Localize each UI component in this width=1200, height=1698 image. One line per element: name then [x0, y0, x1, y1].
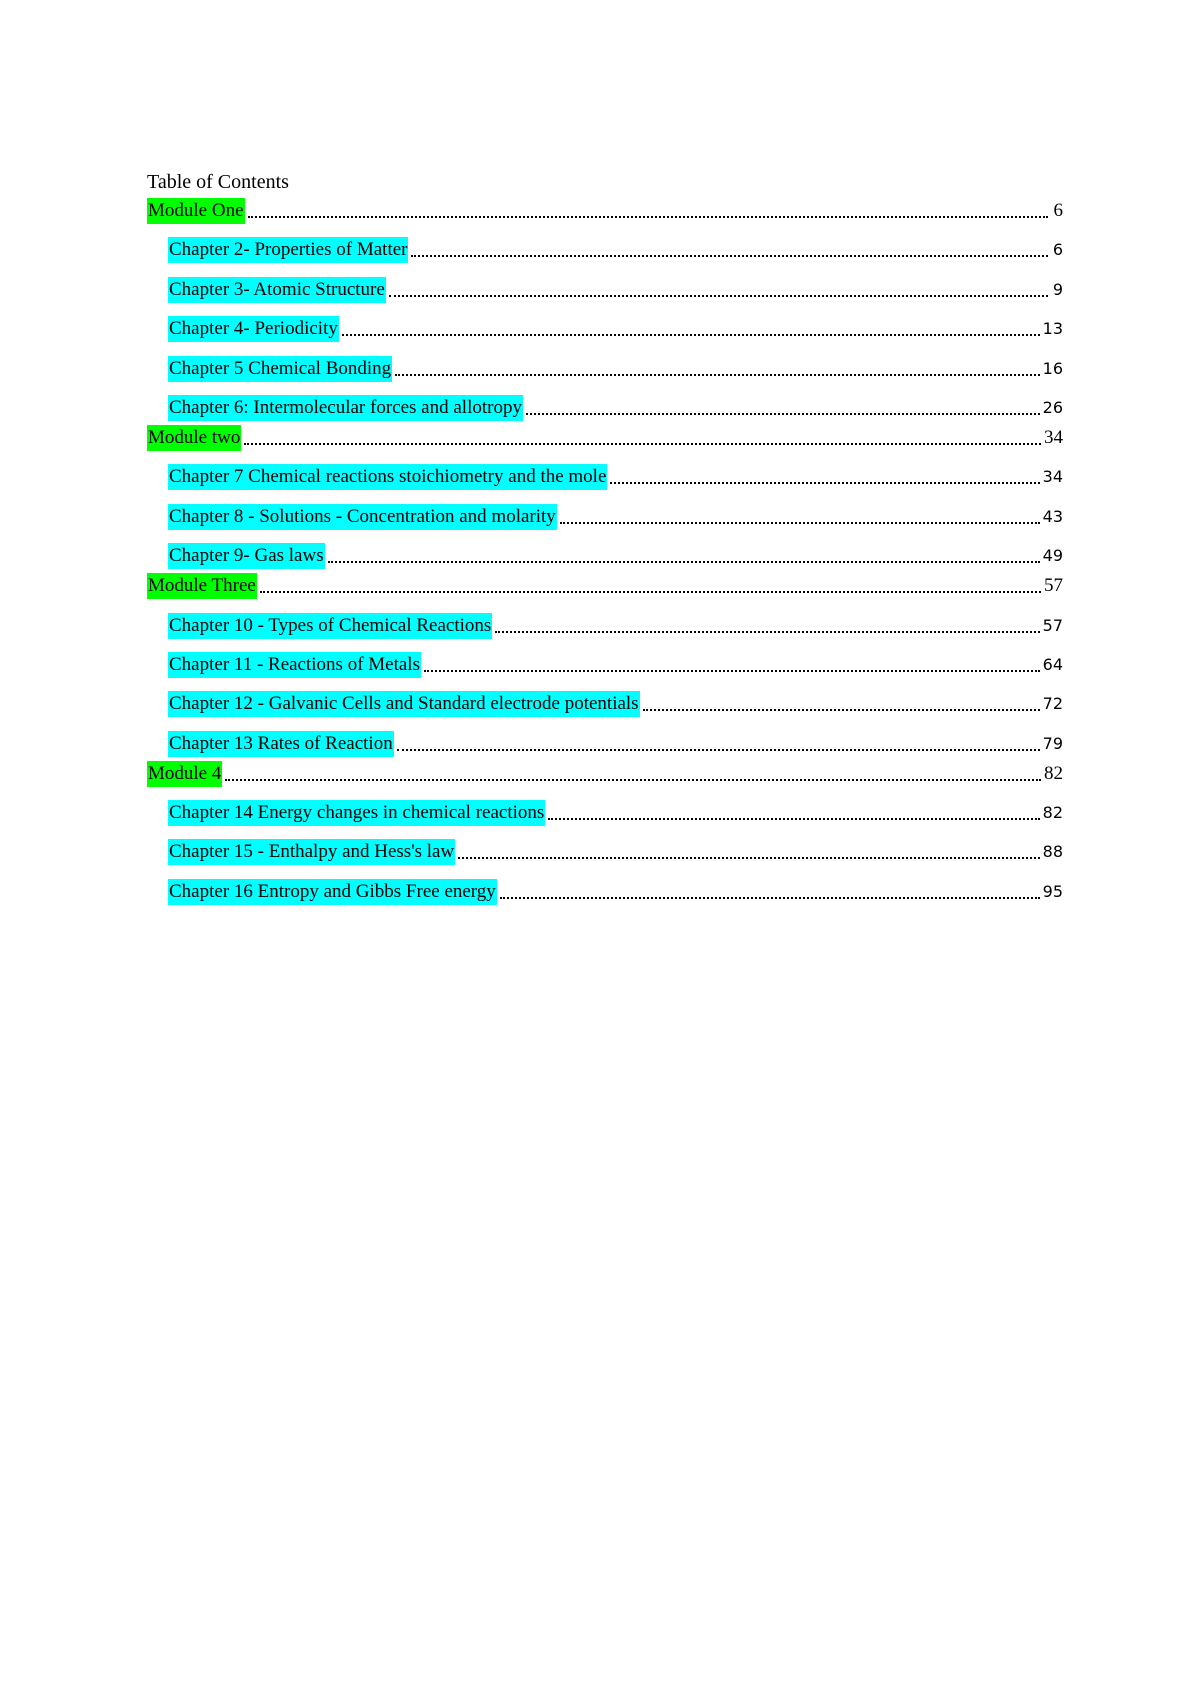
toc-title: Table of Contents: [147, 171, 289, 193]
page-number: 88: [1042, 842, 1063, 862]
chapter-title-link[interactable]: Chapter 6: Intermolecular forces and allotropy: [168, 395, 523, 421]
chapter-title-link[interactable]: Chapter 13 Rates of Reaction: [168, 731, 394, 757]
toc-chapter-entry[interactable]: [147, 599, 1063, 638]
toc-module-entry[interactable]: [147, 421, 1063, 451]
dot-leader: [526, 413, 1040, 415]
chapter-title-link[interactable]: Chapter 3- Atomic Structure: [168, 277, 386, 303]
dot-leader: [495, 631, 1039, 633]
toc-chapter-entry[interactable]: [147, 490, 1063, 529]
page-number: 49: [1042, 546, 1063, 566]
toc-module-entry[interactable]: [147, 757, 1063, 787]
page-number: 16: [1042, 358, 1063, 378]
toc-chapter-entry[interactable]: [147, 826, 1063, 865]
dot-leader: [225, 779, 1041, 781]
toc-module-entry[interactable]: [147, 194, 1063, 224]
chapter-title-link[interactable]: Chapter 8 - Solutions - Concentration and molarity: [168, 504, 557, 530]
toc-chapter-entry[interactable]: [147, 639, 1063, 678]
page-number: 72: [1042, 694, 1063, 714]
dot-leader: [610, 482, 1039, 484]
toc-chapter-entry[interactable]: [147, 717, 1063, 756]
page-number: 13: [1042, 319, 1063, 339]
module-title-link[interactable]: Module 4: [147, 761, 222, 787]
toc-chapter-entry[interactable]: [147, 530, 1063, 569]
toc-chapter-entry[interactable]: [147, 451, 1063, 490]
page-number: 82: [1042, 803, 1063, 823]
page-number: 6: [1053, 200, 1063, 221]
dot-leader: [560, 522, 1040, 524]
chapter-title-link[interactable]: Chapter 4- Periodicity: [168, 316, 339, 342]
dot-leader: [389, 295, 1048, 297]
page-number: 9: [1052, 279, 1063, 299]
dot-leader: [395, 374, 1039, 376]
chapter-title-link[interactable]: Chapter 10 - Types of Chemical Reactions: [168, 613, 492, 639]
dot-leader: [411, 255, 1048, 257]
dot-leader: [244, 443, 1041, 445]
chapter-title-link[interactable]: Chapter 2- Properties of Matter: [168, 237, 408, 263]
chapter-title-link[interactable]: Chapter 14 Energy changes in chemical reactions: [168, 800, 545, 826]
module-title-link[interactable]: Module Three: [147, 573, 257, 599]
page-number: 43: [1042, 506, 1063, 526]
dot-leader: [397, 749, 1040, 751]
module-title-link[interactable]: Module two: [147, 425, 241, 451]
toc-chapter-entry[interactable]: [147, 865, 1063, 904]
page-number: 26: [1042, 397, 1063, 417]
toc-list: [147, 194, 1063, 905]
page-number: 34: [1042, 467, 1063, 487]
dot-leader: [342, 334, 1040, 336]
dot-leader: [643, 709, 1040, 711]
dot-leader: [424, 670, 1040, 672]
page-number: 34: [1044, 426, 1063, 448]
toc-chapter-entry[interactable]: [147, 224, 1063, 263]
toc-module-entry[interactable]: [147, 569, 1063, 599]
document-page: [147, 170, 1063, 905]
toc-chapter-entry[interactable]: [147, 263, 1063, 302]
page-number: 79: [1042, 733, 1063, 753]
dot-leader: [458, 857, 1039, 859]
page-number: 57: [1044, 575, 1063, 597]
dot-leader: [260, 591, 1041, 593]
module-title-link[interactable]: Module One: [147, 198, 245, 224]
toc-chapter-entry[interactable]: [147, 678, 1063, 717]
toc-chapter-entry[interactable]: [147, 787, 1063, 826]
dot-leader: [500, 897, 1040, 899]
chapter-title-link[interactable]: Chapter 12 - Galvanic Cells and Standard electrode potentials: [168, 691, 640, 717]
toc-chapter-entry[interactable]: [147, 382, 1063, 421]
page-number: 82: [1044, 762, 1063, 784]
chapter-title-link[interactable]: Chapter 9- Gas laws: [168, 543, 325, 569]
dot-leader: [548, 818, 1039, 820]
chapter-title-link[interactable]: Chapter 11 - Reactions of Metals: [168, 652, 421, 678]
page-number: 95: [1042, 881, 1063, 901]
page-number: 57: [1042, 615, 1063, 635]
toc-chapter-entry[interactable]: [147, 303, 1063, 342]
page-number: 6: [1052, 240, 1063, 260]
page-number: 64: [1042, 654, 1063, 674]
chapter-title-link[interactable]: Chapter 7 Chemical reactions stoichiometry and the mole: [168, 464, 607, 490]
toc-chapter-entry[interactable]: [147, 342, 1063, 381]
dot-leader: [328, 561, 1040, 563]
chapter-title-link[interactable]: Chapter 5 Chemical Bonding: [168, 356, 392, 382]
dot-leader: [248, 216, 1048, 218]
chapter-title-link[interactable]: Chapter 16 Entropy and Gibbs Free energy: [168, 879, 497, 905]
chapter-title-link[interactable]: Chapter 15 - Enthalpy and Hess's law: [168, 839, 455, 865]
